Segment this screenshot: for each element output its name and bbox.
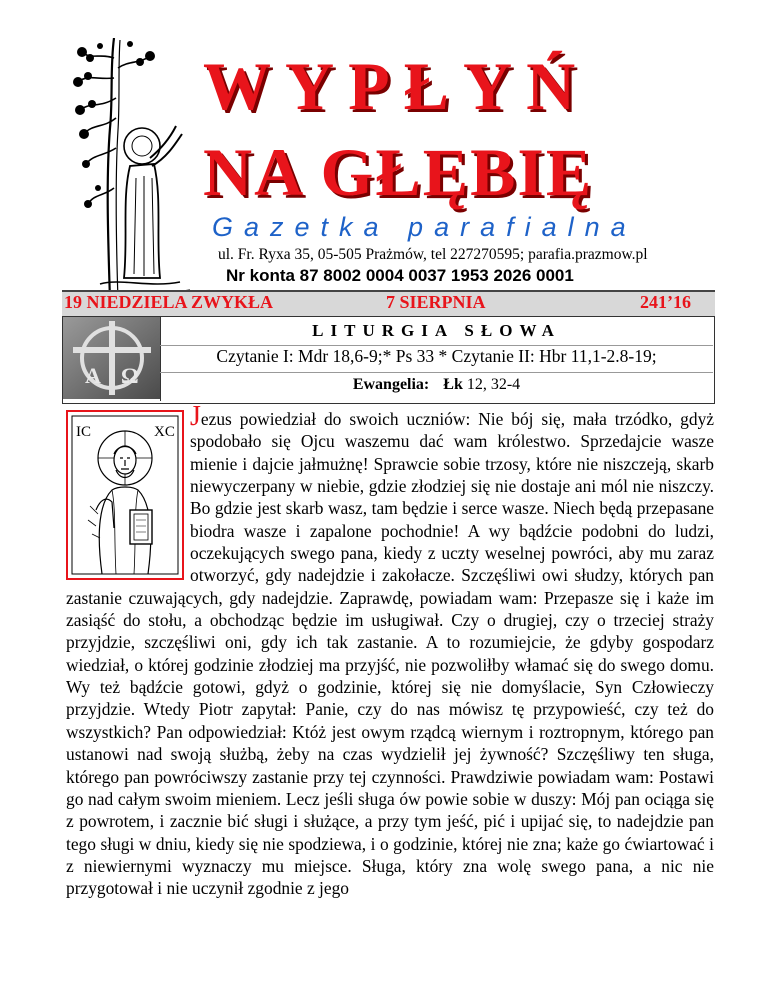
gospel-chapter: 12, 32-4 [466, 376, 521, 393]
gospel-drop-cap: J [190, 401, 201, 432]
masthead-title-line2: NA GŁĘBIĘ [203, 134, 594, 210]
svg-text:XC: XC [154, 424, 175, 440]
gospel-body: ezus powiedział do swoich uczniów: Nie bój się, mała trzódko, gdyż spodobało się Ojcu waszemu dać wam królestwo. Sprzedajcie wasze mienie i dajcie jałmużnę! Sprawcie sobie trzosy, które nie niszczeją, skarb niewyczerpany w niebie, gdzie złodziej się nie dostaje ani mól nie niszczy. Bo gdzie jest skarb wasz, tam będzie i serce wasze. Niech będą przepasane biodra wasze i zapalone pochodnie! A wy bądźcie podobni do ludzi, oczekujących swego pana, kiedy z uczty weselnej powróci, aby mu zaraz otworzyć, gdy nadejdzie i zakołacze. Szczęśliwi owi słudzy, których pan zastanie czuwających, gdy nadejdzie. Zaprawdę, powiadam wam: Przepasze się i każe im zasiąść do stołu, a obchodząc będzie im usługiwał. Czy o drugiej, czy o trzeciej straży przyjdzie, szczęśliwi oni, gdy ich tak zastanie. A to rozumiejcie, że gdyby gospodarz wiedział, o której godzinie złodziej ma przyjść, nie pozwoliłby włamać się do swego domu. Wy też bądźcie gotowi, gdyż o godzinie, której się nie domyślacie, Syn Człowieczy przyjdzie. Wtedy Piotr zapytał: Panie, czy do nas mówisz tę przypowieść, czy też do wszystkich? Pan odpowiedział: Któż jest owym rządcą wiernym i roztropnym, którego pan ustanowi nad swoją służbą, żeby na czas wydzielił jej żywność? Szczęśliwy ten sługa, którego pan powróciwszy zastanie przy tej czynności. Prawdziwie powiadam wam: Postawi go nad całym swoim mieniem. Lecz jeśli sługa ów powie sobie w duszy: Mój pan ociąga się z powrotem, i zacznie bić sługi i służące, a przy tym jeść, pić i upijać się, to nadejdzie pan tego sługi w dniu, kiedy się nie spodziewa, i o godzinie, której nie zna; każe go ćwiartować i z niewiernymi wyznaczy mu miejsce. Sługa, który zna wolę swego pana, a nic nie przygotował i nie uczynił zgodnie z jego [66, 409, 714, 899]
gospel-book: Łk [443, 376, 463, 393]
masthead-subtitle: Gazetka parafialna [212, 212, 637, 242]
gospel-label: Ewangelia: [352, 376, 430, 393]
bank-account-number: Nr konta 87 8002 0004 0037 1953 2026 0001 [226, 266, 574, 285]
svg-text:Ω: Ω [121, 363, 139, 388]
gospel-reference [160, 376, 713, 394]
svg-text:IC: IC [76, 424, 91, 440]
liturgy-divider [160, 372, 713, 373]
liturgical-sunday: 19 NIEDZIELA ZWYKŁA [64, 292, 274, 312]
alpha-omega-cross-icon [63, 317, 161, 399]
issue-date: 7 SIERPNIA [386, 292, 486, 312]
parish-address: ul. Fr. Ryxa 35, 05-505 Prażmów, tel 227270595; parafia.prazmow.pl [218, 246, 648, 263]
gospel-text [66, 401, 714, 900]
saint-under-tree-illustration [70, 38, 200, 300]
masthead-title-line1: WYPŁYŃ [203, 48, 590, 124]
issue-number: 241’16 [640, 292, 691, 312]
readings-list: Czytanie I: Mdr 18,6-9;* Ps 33 * Czytanie II: Hbr 11,1-2.8-19; [216, 346, 657, 366]
liturgy-title: LITURGIA SŁOWA [312, 321, 561, 340]
svg-text:A: A [85, 363, 101, 388]
